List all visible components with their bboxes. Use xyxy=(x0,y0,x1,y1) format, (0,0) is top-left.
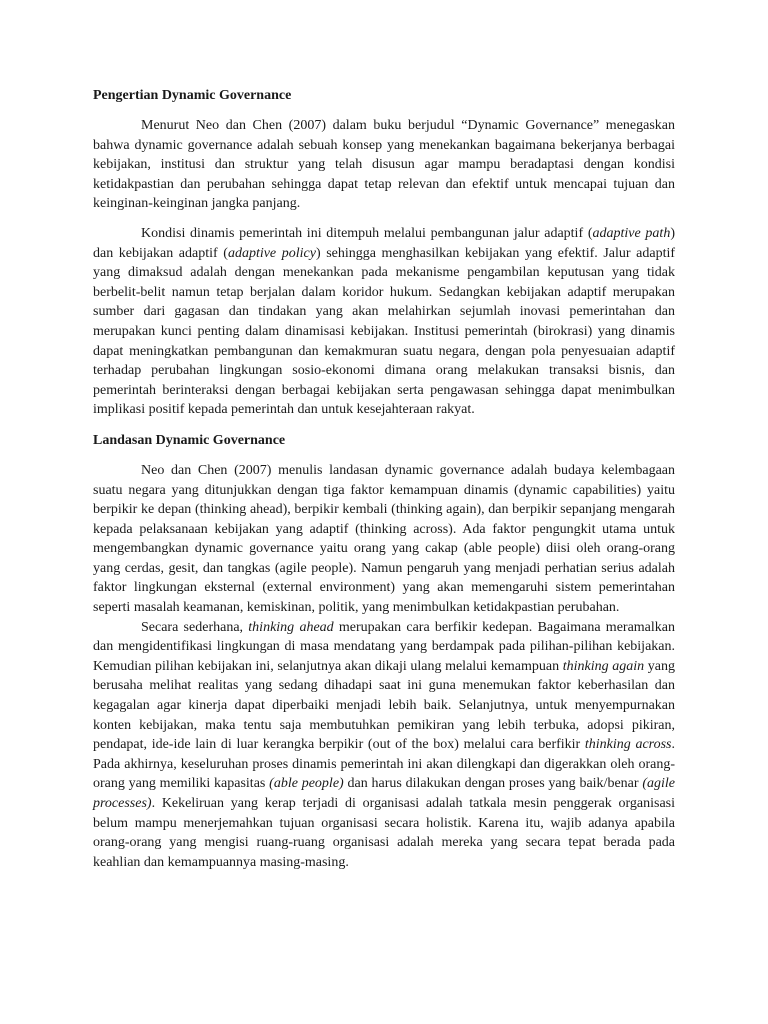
italic-term: thinking across xyxy=(584,737,672,753)
text-run: yang berusaha melihat realitas yang sedang dihadapi saat ini guna menemukan faktor keberhasilan dan kegagalan agar kinerja dapat diperbaiki menjadi lebih baik. Selanjutnya, untuk menyempurnakan konten kebijakan, maka tentu saja membutuhkan pemikiran yang lebih terbuka, adopsi pikiran, pendapat, ide-ide lain di luar kerangka berpikir (out of the box) melalui cara berfikir xyxy=(93,658,675,753)
paragraph-landasan-1: Neo dan Chen (2007) menulis landasan dynamic governance adalah budaya kelembagaan suatu negara yang ditunjukkan dengan tiga faktor kemampuan dinamis (dynamic capabilities) yaitu berpikir ke depan (thinking ahead), berpikir kembali (thinking again), dan berpikir sepanjang mengarah kepada pelaksanaan kebijakan yang adaptif (thinking across). Ada faktor pengungkit utama untuk mengembangkan dynamic governance yaitu orang yang cakap (able people) diisi oleh orang-orang yang cerdas, gesit, dan tangkas (agile people). Namun pengaruh yang menjadi perhatian serius adalah faktor lingkungan eksternal (external environment) yang akan memengaruhi sistem pemerintahan seperti masalah keamanan, kemiskinan, politik, yang menimbulkan ketidakpastian perubahan. xyxy=(93,462,675,616)
italic-term: adaptive path xyxy=(592,225,671,241)
text-run: merupakan cara berfikir kedepan. Bagaimana meramalkan dan mengidentifikasi lingkungan di masa mendatang yang berdampak pada pilihan-pilihan kebijakan. Kemudian pilihan kebijakan ini, selanjutnya akan dikaji ulang melalui kemampuan xyxy=(93,619,675,674)
paragraph-landasan-2 xyxy=(93,618,675,873)
italic-term: (able people) xyxy=(269,776,344,792)
paragraph-pengertian-2 xyxy=(93,224,675,420)
italic-term: thinking ahead xyxy=(248,619,334,635)
italic-term: (agile processes) xyxy=(93,776,675,811)
paragraph-pengertian-1: Menurut Neo dan Chen (2007) dalam buku berjudul “Dynamic Governance” menegaskan bahwa dynamic governance adalah sebuah konsep yang menekankan bagaimana bekerjanya berbagai kebijakan, institusi dan struktur yang telah disusun agar mampu beradaptasi dengan kondisi ketidakpastian dan perubahan sehingga dapat tetap relevan dan efektif untuk mencapai tujuan dan keinginan-keinginan jangka panjang. xyxy=(93,118,675,212)
text-run: Kondisi dinamis pemerintah ini ditempuh melalui pembangunan jalur adaptif ( xyxy=(141,225,593,241)
text-run: dan harus dilakukan dengan proses yang baik/benar xyxy=(343,776,643,792)
text-run: Secara sederhana, xyxy=(141,619,249,635)
text-run: ) dan kebijakan adaptif ( xyxy=(93,225,675,261)
text-run: . Pada akhirnya, keseluruhan proses dinamis pemerintah ini akan dilengkapi dan digerakkan oleh orang-orang yang memiliki kapasitas xyxy=(93,737,676,792)
section-heading-pengertian: Pengertian Dynamic Governance xyxy=(93,88,292,103)
section-heading-landasan: Landasan Dynamic Governance xyxy=(93,432,286,448)
italic-term: adaptive policy xyxy=(227,245,316,261)
italic-term: thinking again xyxy=(562,658,645,674)
text-run: ) sehingga menghasilkan kebijakan yang efektif. Jalur adaptif yang dimaksud adalah dengan menekankan pada mekanisme pengambilan keputusan yang tidak berbelit-belit namun tetap berjalan dalam koridor hukum. Sedangkan kebijakan adaptif merupakan sumber dari gagasan dan tindakan yang akan melahirkan sejumlah inovasi pemerintahan dan merupakan kunci penting dalam dinamisasi kebijakan. Institusi pemerintah (birokrasi) yang dinamis dapat meningkatkan pembangunan dan kemakmuran suatu negara, dengan pola penyesuaian adaptif terhadap perubahan lingkungan sosio-ekonomi dimana orang melakukan transaksi bisnis, dan pemerintah berinteraksi dengan berbagai kebijakan serta pengawasan sehingga dapat menimbulkan implikasi positif kepada pemerintah dan untuk kesejahteraan rakyat. xyxy=(93,245,676,418)
text-run: . Kekeliruan yang kerap terjadi di organisasi adalah tatkala mesin penggerak organisasi belum mampu menerjemahkan tujuan organisasi secara holistik. Karena itu, wajib adanya apabila orang-orang yang mengisi ruang-ruang organisasi adalah mereka yang secara tepat berada pada keahlian dan kemampuannya masing-masing. xyxy=(93,796,675,870)
document-page xyxy=(93,86,675,872)
